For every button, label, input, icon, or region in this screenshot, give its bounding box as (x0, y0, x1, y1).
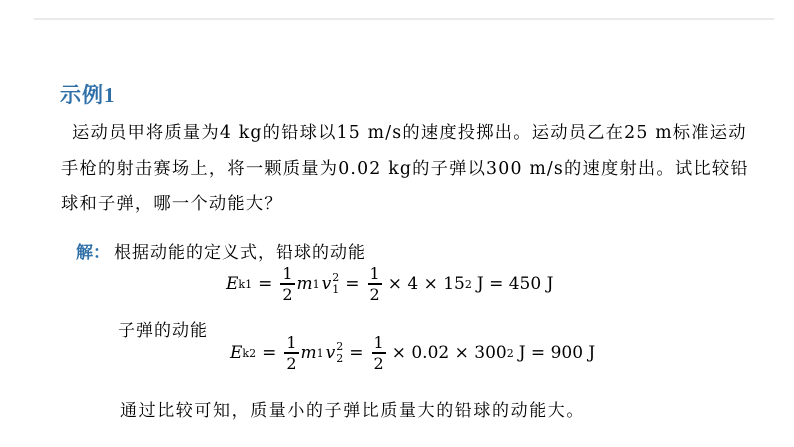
solution-label: 解： (76, 243, 110, 263)
eq2-half-den: 2 (286, 353, 297, 373)
eq2-v-sup: 2 (336, 340, 344, 353)
eq2-result: J = 900 J (518, 343, 596, 363)
eq1-half-num-2: 1 (369, 264, 380, 284)
eq1-m-sub: 1 (312, 277, 320, 291)
eq1-equals-1: = (258, 274, 273, 294)
eq1-lhs: E (226, 274, 239, 294)
eq1-lhs-sub: k1 (238, 277, 253, 291)
example-title: 示例1 (60, 83, 116, 107)
eq2-v: v (325, 343, 336, 363)
top-divider (34, 18, 774, 20)
eq2-rhs: × 0.02 × 300 (391, 343, 507, 363)
eq2-half-num: 1 (286, 333, 297, 353)
conclusion: 通过比较可知，质量小的子弹比质量大的铅球的动能大。 (120, 401, 585, 421)
eq1-v: v (321, 274, 332, 294)
problem-line-2: 手枪的射击赛场上，将一颗质量为0.02 kg的子弹以300 m/s的速度射出。试比较铅 (61, 158, 749, 179)
eq2-rhs-sup: 2 (506, 346, 514, 360)
equation-shotput-kinetic-energy (226, 260, 553, 308)
eq1-rhs: × 4 × 15 (387, 274, 465, 294)
eq1-half-fraction (280, 264, 294, 303)
eq2-half-fraction-2 (372, 333, 386, 372)
problem-line-1: 运动员甲将质量为4 kg的铅球以15 m/s的速度投掷出。运动员乙在25 m标准运动 (72, 123, 747, 143)
eq1-half-den: 2 (282, 284, 293, 304)
bullet-intro: 子弹的动能 (118, 321, 208, 341)
eq1-half-den-2: 2 (369, 284, 380, 304)
eq1-rhs-sup: 2 (464, 277, 472, 291)
eq1-v-subsup (332, 272, 339, 296)
problem-statement (61, 116, 772, 223)
eq2-m-sub: 1 (316, 346, 324, 360)
eq1-v-sup: 2 (332, 271, 340, 284)
equation-bullet-kinetic-energy (230, 329, 595, 377)
eq1-v-sub: 1 (332, 283, 340, 296)
eq2-half-den-2: 2 (373, 353, 384, 373)
eq1-half-fraction-2 (368, 264, 382, 303)
eq2-v-subsup (336, 341, 343, 365)
eq2-lhs-sub: k2 (242, 346, 257, 360)
eq2-equals-2: = (349, 343, 364, 363)
eq1-equals-2: = (345, 274, 360, 294)
eq2-v-sub: 2 (336, 352, 344, 365)
eq2-half-num-2: 1 (373, 333, 384, 353)
eq2-m: m (300, 343, 317, 363)
eq1-result: J = 450 J (476, 274, 554, 294)
problem-line-3: 球和子弹，哪一个动能大？ (61, 194, 283, 214)
eq2-half-fraction (284, 333, 298, 372)
eq1-half-num: 1 (282, 264, 293, 284)
eq1-m: m (296, 274, 313, 294)
eq2-lhs: E (230, 343, 243, 363)
eq2-equals-1: = (262, 343, 277, 363)
solution-intro: 根据动能的定义式，铅球的动能 (114, 243, 366, 263)
